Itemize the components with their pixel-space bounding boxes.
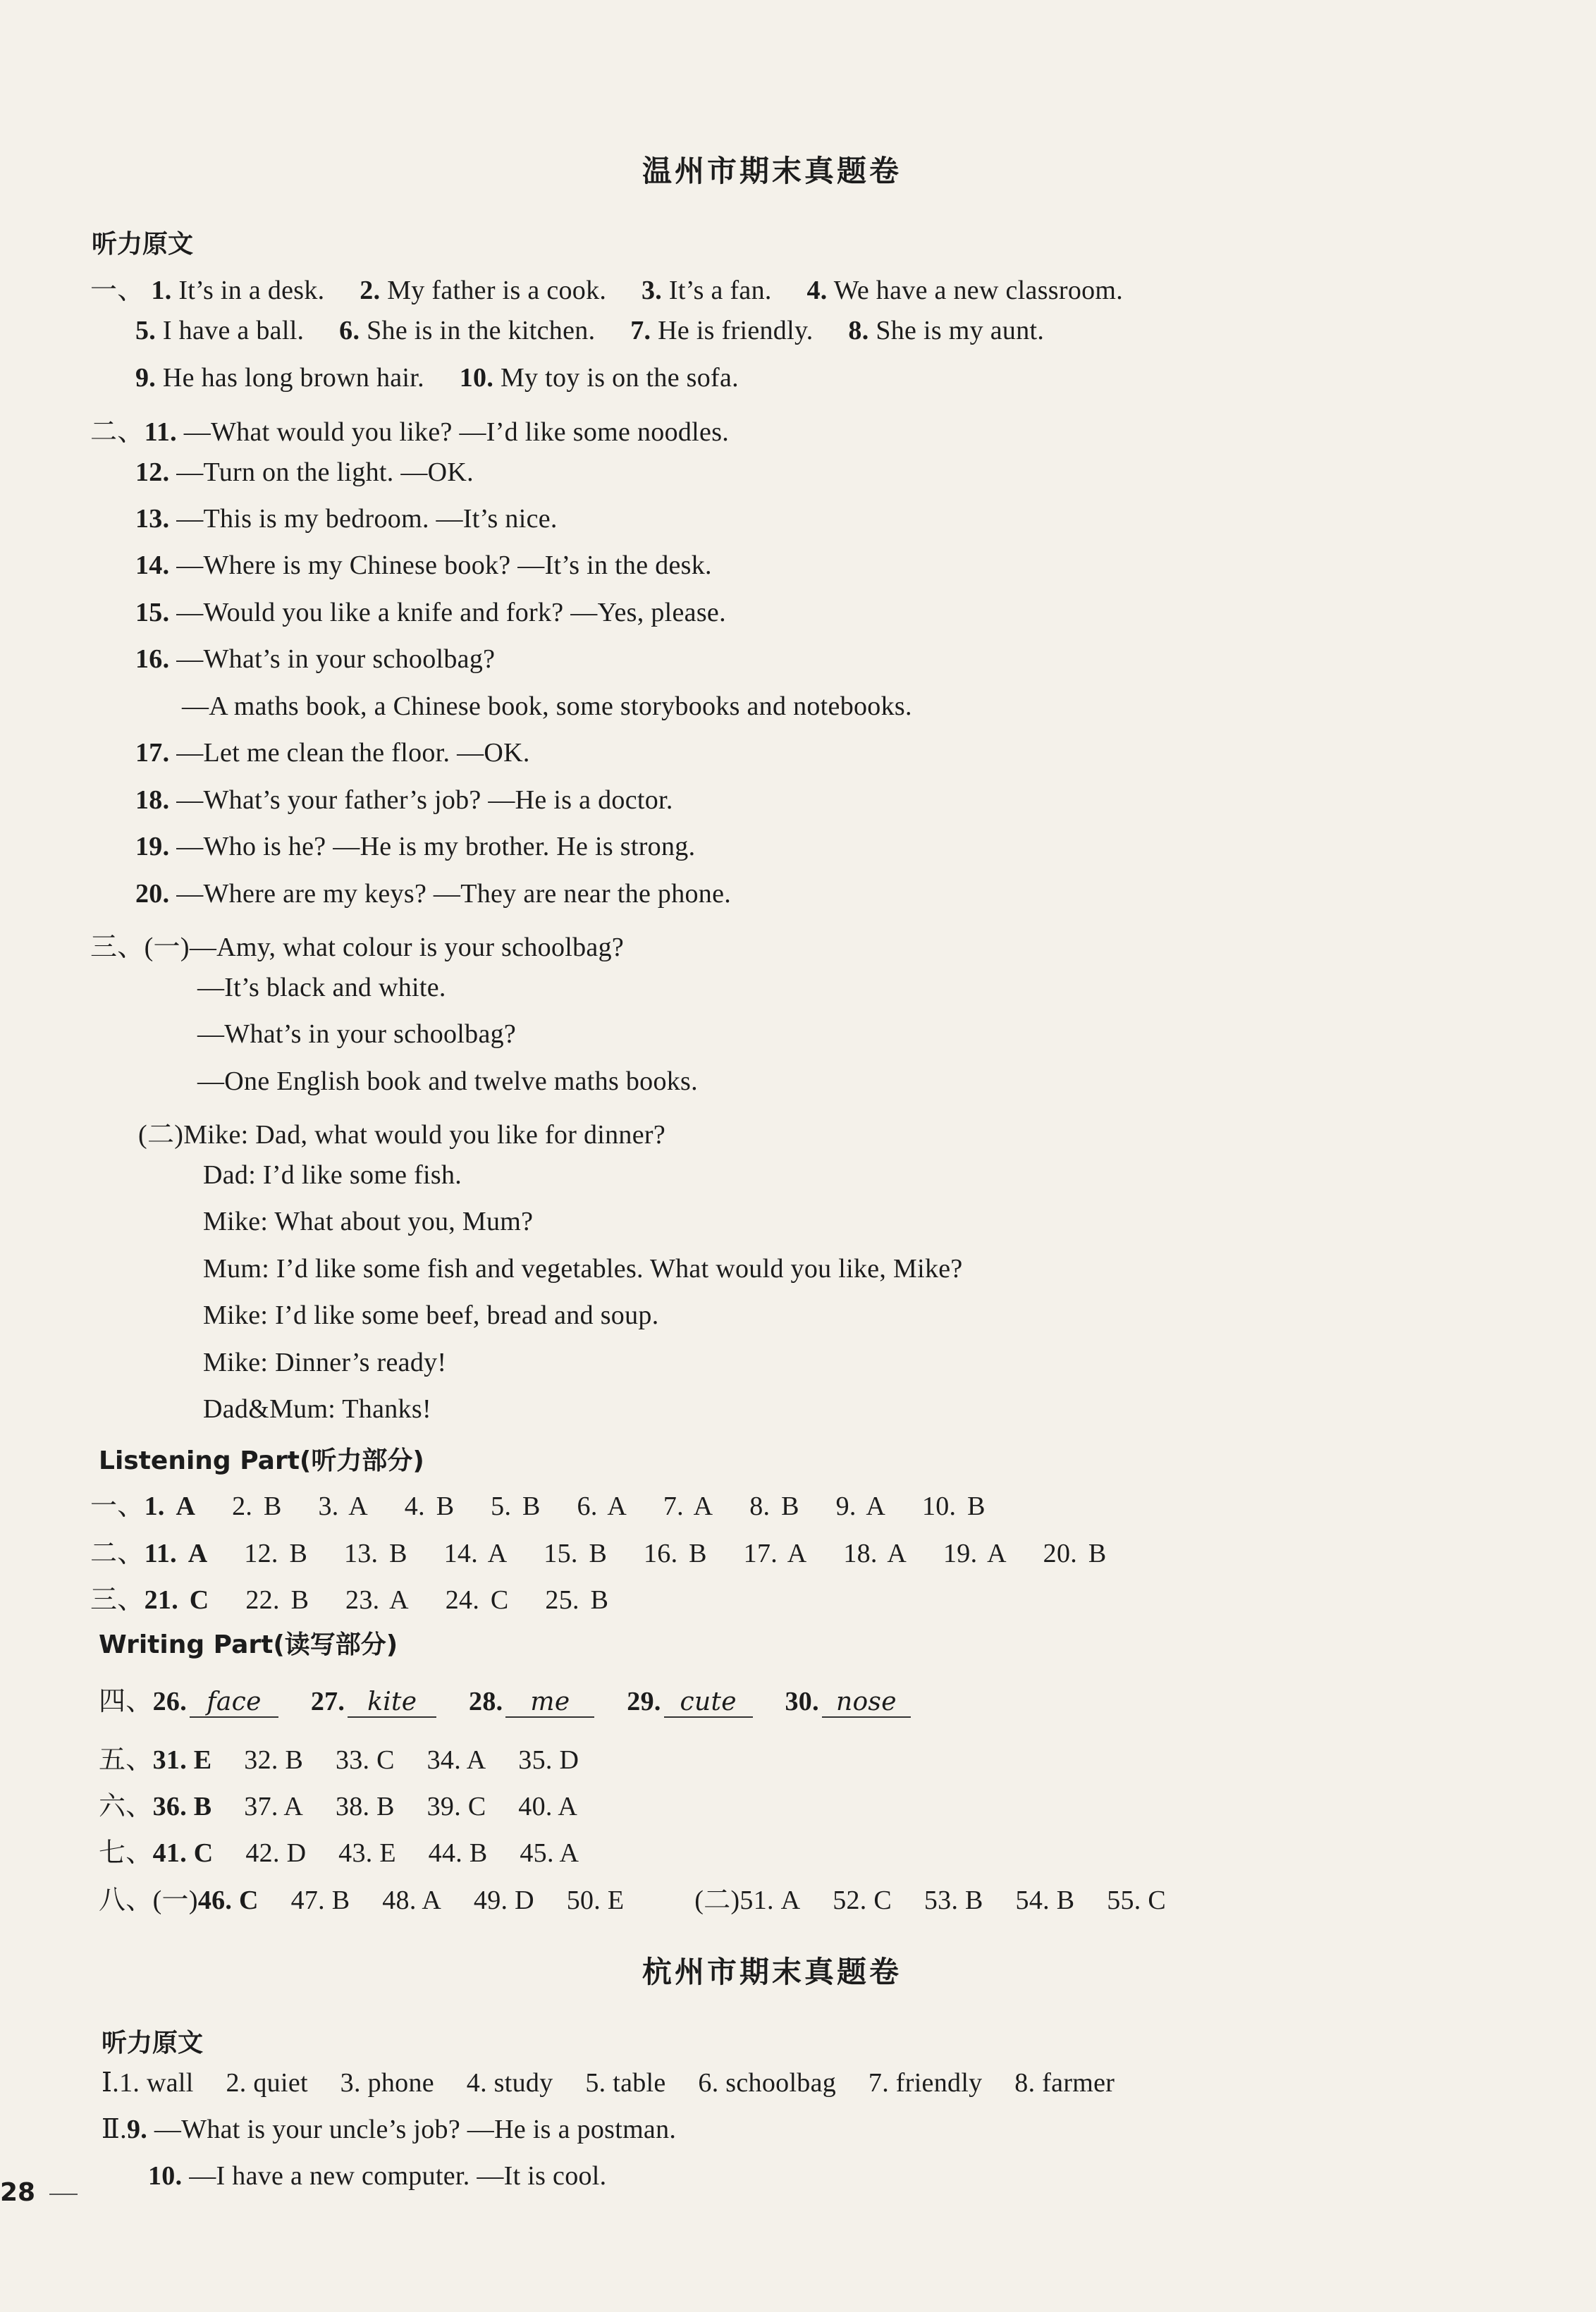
handwritten-answer: nose bbox=[822, 1687, 911, 1718]
script-line: 二、11. —What would you like? —I’d like some noodles. bbox=[90, 417, 730, 447]
script-line bbox=[135, 315, 1044, 346]
section-title-wenzhou: 温州市期末真题卷 bbox=[642, 154, 902, 188]
script-heading-wenzhou: 听力原文 bbox=[92, 230, 194, 259]
answer-item: 8. B bbox=[749, 1492, 799, 1521]
answer-item: 39. C bbox=[426, 1792, 486, 1821]
answer-item: 52. C bbox=[833, 1886, 892, 1915]
answer-item: 43. E bbox=[338, 1838, 396, 1868]
script-line: —One English book and twelve maths books. bbox=[197, 1066, 698, 1096]
script-item: 7. He is friendly. bbox=[630, 316, 814, 345]
answer-item: 9. A bbox=[835, 1492, 886, 1521]
answer-item: 3. A bbox=[318, 1492, 368, 1521]
answer-item: 17. A bbox=[743, 1539, 807, 1568]
vocab-item: 5. table bbox=[585, 2068, 666, 2098]
part-prefix: 一、 bbox=[90, 276, 145, 305]
answer-item: 40. A bbox=[518, 1792, 578, 1821]
script-item: 2. My father is a cook. bbox=[360, 276, 607, 305]
script-line: Dad: I’d like some fish. bbox=[203, 1160, 462, 1190]
script-line bbox=[135, 362, 739, 393]
answer-item: 47. B bbox=[290, 1886, 350, 1915]
answer-item: 45. A bbox=[520, 1838, 579, 1868]
answer-item: 19. A bbox=[943, 1539, 1007, 1568]
answer-item: 16. B bbox=[643, 1539, 707, 1568]
script-item: 1. It’s in a desk. bbox=[151, 276, 325, 305]
vocab-item: 8. farmer bbox=[1014, 2068, 1115, 2098]
script-line: 17. —Let me clean the floor. —OK. bbox=[135, 738, 530, 768]
handwritten-answer: kite bbox=[348, 1687, 436, 1718]
answer-line: 七、41. C 42. D 43. E 44. B 45. A bbox=[99, 1838, 579, 1868]
answer-item: 6. A bbox=[577, 1492, 627, 1521]
answer-item: 20. B bbox=[1043, 1539, 1107, 1568]
script-heading-hangzhou: 听力原文 bbox=[102, 2029, 204, 2058]
answer-item: 44. B bbox=[428, 1838, 488, 1868]
page-number: 28 bbox=[0, 2178, 36, 2207]
script-line: 15. —Would you like a knife and fork? —Yes, please. bbox=[135, 598, 726, 627]
page-number-rule bbox=[49, 2194, 78, 2195]
script-line: Mum: I’d like some fish and vegetables. What would you like, Mike? bbox=[203, 1254, 963, 1284]
script-line: 三、(一)—Amy, what colour is your schoolbag? bbox=[90, 933, 625, 962]
answer-item: 35. D bbox=[518, 1745, 579, 1775]
script-line: Mike: Dinner’s ready! bbox=[203, 1348, 447, 1377]
vocab-item: 2. quiet bbox=[226, 2068, 308, 2098]
answer-item: 38. B bbox=[335, 1792, 395, 1821]
answer-item: 2. B bbox=[232, 1492, 282, 1521]
section-title-hangzhou: 杭州市期末真题卷 bbox=[642, 1955, 902, 1989]
script-line: —It’s black and white. bbox=[197, 973, 446, 1002]
answer-item: 13. B bbox=[343, 1539, 407, 1568]
handwritten-answer: cute bbox=[664, 1687, 753, 1718]
vocab-item: 7. friendly bbox=[868, 2068, 983, 2098]
vocab-item: 4. study bbox=[466, 2068, 553, 2098]
answer-item: 25. B bbox=[545, 1585, 609, 1615]
script-line: 10. —I have a new computer. —It is cool. bbox=[148, 2161, 607, 2191]
answer-item: 48. A bbox=[382, 1886, 442, 1915]
handwritten-answer: me bbox=[505, 1687, 594, 1718]
script-line: 19. —Who is he? —He is my brother. He is strong. bbox=[135, 832, 696, 861]
answer-line: 三、21. C 22. B 23. A 24. C 25. B bbox=[90, 1585, 609, 1615]
script-line: Mike: I’d like some beef, bread and soup. bbox=[203, 1300, 659, 1330]
answer-item: 53. B bbox=[923, 1886, 983, 1915]
script-line: —What’s in your schoolbag? bbox=[197, 1019, 517, 1049]
script-line: (二)Mike: Dad, what would you like for dinner? bbox=[138, 1120, 665, 1150]
answer-item: 55. C bbox=[1107, 1886, 1167, 1915]
answer-item: 24. C bbox=[445, 1585, 509, 1615]
vocab-item: 3. phone bbox=[340, 2068, 434, 2098]
script-line: 18. —What’s your father’s job? —He is a doctor. bbox=[135, 785, 673, 815]
answer-line: 八、(一)46. C 47. B 48. A 49. D 50. E (二)51. A 52. C 53. B 54. B 55. C bbox=[99, 1878, 1166, 1917]
answer-item: 32. B bbox=[244, 1745, 304, 1775]
script-item: 5. I have a ball. bbox=[135, 316, 305, 345]
script-line: Mike: What about you, Mum? bbox=[203, 1207, 534, 1236]
answer-item: 10. B bbox=[921, 1492, 986, 1521]
answer-item: 4. B bbox=[404, 1492, 455, 1521]
script-line: 14. —Where is my Chinese book? —It’s in the desk. bbox=[135, 551, 712, 580]
answer-item: 23. A bbox=[345, 1585, 409, 1615]
script-line: 16. —What’s in your schoolbag? bbox=[135, 644, 496, 674]
script-line: 20. —Where are my keys? —They are near the phone. bbox=[135, 879, 732, 909]
script-line: —A maths book, a Chinese book, some storybooks and notebooks. bbox=[182, 691, 912, 721]
script-item: 3. It’s a fan. bbox=[642, 276, 772, 305]
answer-item: 15. B bbox=[544, 1539, 608, 1568]
answer-item: 33. C bbox=[335, 1745, 395, 1775]
script-item: 4. We have a new classroom. bbox=[806, 276, 1124, 305]
script-item: 9. He has long brown hair. bbox=[135, 363, 424, 393]
answer-item: 34. A bbox=[426, 1745, 486, 1775]
vocab-item: 1. wall bbox=[119, 2068, 194, 2098]
answer-line: 六、36. B 37. A 38. B 39. C 40. A bbox=[99, 1792, 578, 1821]
answer-line: 二、11. A 12. B 13. B 14. A 15. B 16. B 17. A 18. A 19. A 20. B bbox=[90, 1539, 1107, 1568]
script-line: Ⅰ.1. wall 2. quiet 3. phone 4. study 5. table 6. schoolbag 7. friendly 8. farmer bbox=[102, 2068, 1115, 2098]
answer-item: 42. D bbox=[245, 1838, 307, 1868]
listening-heading: Listening Part(听力部分) bbox=[99, 1446, 424, 1475]
script-item: 6. She is in the kitchen. bbox=[339, 316, 596, 345]
answer-item: (二)51. A bbox=[694, 1886, 801, 1915]
answer-item: 14. A bbox=[443, 1539, 508, 1568]
script-line bbox=[90, 268, 1123, 307]
script-line: 13. —This is my bedroom. —It’s nice. bbox=[135, 504, 558, 534]
answer-item: 5. B bbox=[491, 1492, 541, 1521]
script-item: 8. She is my aunt. bbox=[848, 316, 1045, 345]
answer-item: 49. D bbox=[473, 1886, 534, 1915]
answer-item: 54. B bbox=[1015, 1886, 1075, 1915]
vocab-item: 6. schoolbag bbox=[698, 2068, 837, 2098]
script-item: 10. My toy is on the sofa. bbox=[459, 363, 739, 393]
answer-item: 18. A bbox=[843, 1539, 907, 1568]
answer-item: 37. A bbox=[244, 1792, 304, 1821]
answer-line: 一、1. A 2. B 3. A 4. B 5. B 6. A 7. A 8. B 9. A 10. B bbox=[90, 1492, 986, 1521]
answer-item: 7. A bbox=[663, 1492, 713, 1521]
answer-line: 五、31. E 32. B 33. C 34. A 35. D bbox=[99, 1745, 579, 1775]
handwritten-answer: face bbox=[190, 1687, 278, 1718]
answer-item: 22. B bbox=[245, 1585, 309, 1615]
answer-line-handwritten: 四、26. face 27. kite 28. me 29. cute 30. nose bbox=[99, 1679, 911, 1718]
script-line: Ⅱ.9. —What is your uncle’s job? —He is a postman. bbox=[102, 2115, 677, 2144]
writing-heading: Writing Part(读写部分) bbox=[99, 1630, 398, 1659]
answer-item: 50. E bbox=[566, 1886, 625, 1915]
answer-item: 12. B bbox=[244, 1539, 308, 1568]
script-line: Dad&Mum: Thanks! bbox=[203, 1394, 431, 1424]
script-line: 12. —Turn on the light. —OK. bbox=[135, 457, 474, 487]
